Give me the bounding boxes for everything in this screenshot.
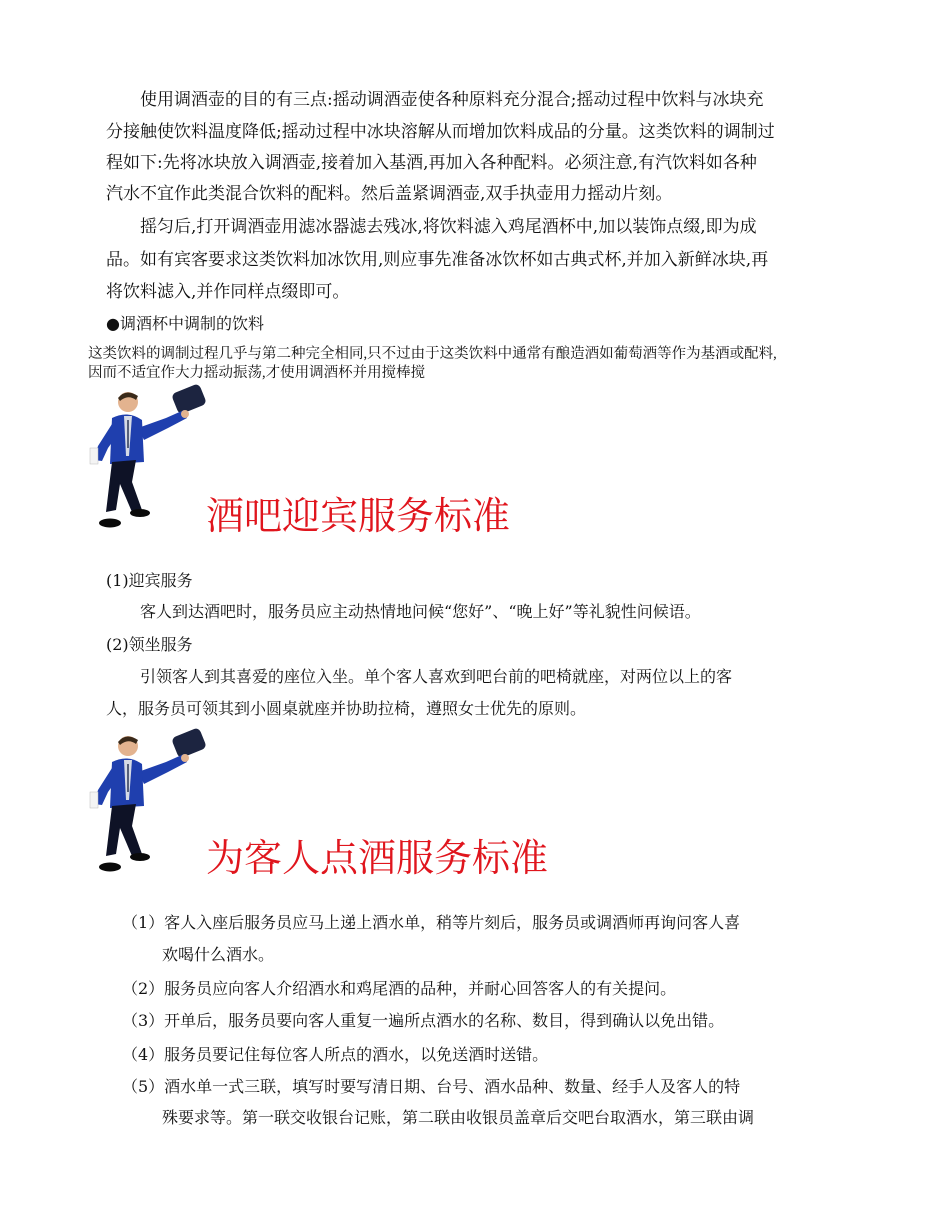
section2-item-1: （1）客人入座后服务员应马上递上酒水单，稍等片刻后，服务员或调酒师再询问客人喜 [122,913,741,932]
note-line-2: 因而不适宜作大力摇动振荡,才使用调酒杯并用搅棒搅 [88,365,426,381]
bullet-item [106,313,264,335]
intro-line-1: 使用调酒壶的目的有三点:摇动调酒壶使各种原料充分混合;摇动过程中饮料与冰块充 [140,90,764,110]
section1-item-5: 人，服务员可领其到小圆桌就座并协助拉椅，遵照女士优先的原则。 [106,699,587,718]
running-businessman-figure [88,382,213,532]
section1-item-2: 客人到达酒吧时，服务员应主动热情地问候“您好”、“晚上好”等礼貌性问候语。 [140,602,701,621]
running-businessman-figure [88,726,213,876]
section2-item-4: （4）服务员要记住每位客人所点的酒水，以免送酒时送错。 [122,1045,549,1064]
intro-line-7: 将饮料滤入,并作同样点缀即可。 [106,282,350,302]
intro-line-4: 汽水不宜作此类混合饮料的配料。然后盖紧调酒壶,双手执壶用力摇动片刻。 [106,184,673,204]
section2-item-5: （5）酒水单一式三联，填写时要写清日期、台号、酒水品种、数量、经手人及客人的特 [122,1077,741,1096]
section1-item-3: (2)领坐服务 [106,635,193,654]
section2-title: 为客人点酒服务标准 [206,836,549,880]
bullet-text: 调酒杯中调制的饮料 [119,314,264,333]
section1-item-4: 引领客人到其喜爱的座位入坐。单个客人喜欢到吧台前的吧椅就座，对两位以上的客 [140,667,733,686]
section2-item-2: （2）服务员应向客人介绍酒水和鸡尾酒的品种，并耐心回答客人的有关提问。 [122,979,677,998]
section2-item-1-cont: 欢喝什么酒水。 [162,945,275,964]
intro-line-3: 程如下:先将冰块放入调酒壶,接着加入基酒,再加入各种配料。必须注意,有汽饮料如各种 [106,153,757,173]
section2-item-5-cont: 殊要求等。第一联交收银台记账，第二联由收银员盖章后交吧台取酒水，第三联由调 [162,1108,755,1127]
section2-item-3: （3）开单后，服务员要向客人重复一遍所点酒水的名称、数目，得到确认以免出错。 [122,1011,725,1030]
intro-line-5: 摇匀后,打开调酒壶用滤冰器滤去残冰,将饮料滤入鸡尾酒杯中,加以装饰点缀,即为成 [140,217,757,237]
intro-line-6: 品。如有宾客要求这类饮料加冰饮用,则应事先准备冰饮杯如古典式杯,并加入新鲜冰块,再 [106,250,769,270]
section1-title: 酒吧迎宾服务标准 [206,494,511,538]
section1-item-1: (1)迎宾服务 [106,571,193,590]
note-line-1: 这类饮料的调制过程几乎与第二种完全相同,只不过由于这类饮料中通常有酿造酒如葡萄酒等作为基酒或配料, [88,346,777,362]
bullet-symbol: ● [106,314,120,333]
intro-line-2: 分接触使饮料温度降低;摇动过程中冰块溶解从而增加饮料成品的分量。这类饮料的调制过 [106,122,775,142]
